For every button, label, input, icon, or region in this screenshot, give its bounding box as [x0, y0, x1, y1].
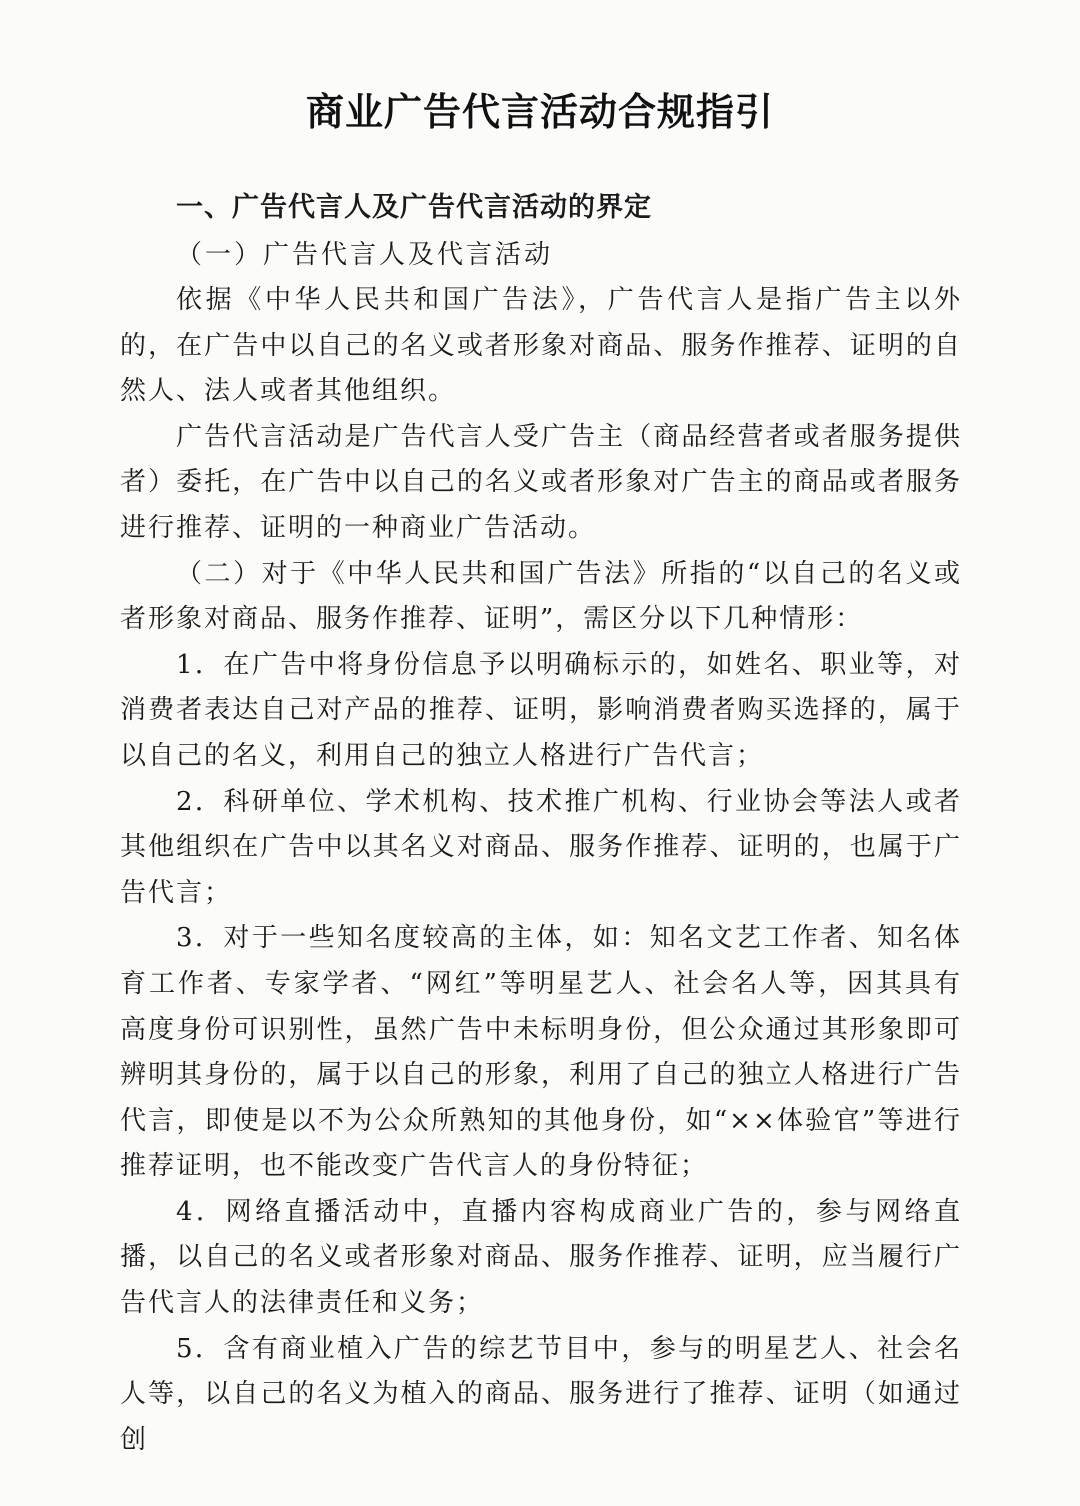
list-item-1: 1．在广告中将身份信息予以明确标示的，如姓名、职业等，对消费者表达自己对产品的推荐、证明，影响消费者购买选择的，属于以自己的名义，利用自己的独立人格进行广告代言；: [120, 649, 962, 771]
paragraph-activity: 广告代言活动是广告代言人受广告主（商品经营者或者服务提供者）委托，在广告中以自己的名义或者形象对广告主的商品或者服务进行推荐、证明的一种商业广告活动。: [120, 421, 962, 543]
paragraph-definition: 依据《中华人民共和国广告法》，广告代言人是指广告主以外的，在广告中以自己的名义或者形象对商品、服务作推荐、证明的自然人、法人或者其他组织。: [120, 285, 962, 407]
list-item-3: 3．对于一些知名度较高的主体，如：知名文艺工作者、知名体育工作者、专家学者、“网红”等明星艺人、社会名人等，因其具有高度身份可识别性，虽然广告中未标明身份，但公众通过其形象即可辨明其身份的，属于以自己的形象，利用了自己的独立人格进行广告代言，即使是以不为公众所熟知的其他身份，如“××体验官”等进行推荐证明，也不能改变广告代言人的身份特征；: [120, 923, 962, 1182]
section-heading: 一、广告代言人及广告代言活动的界定: [176, 192, 652, 223]
document-body: [120, 184, 962, 1463]
list-item-4: 4．网络直播活动中，直播内容构成商业广告的，参与网络直播，以自己的名义或者形象对商品、服务作推荐、证明，应当履行广告代言人的法律责任和义务；: [120, 1196, 962, 1319]
list-item-2: 2．科研单位、学术机构、技术推广机构、行业协会等法人或者其他组织在广告中以其名义对商品、服务作推荐、证明的，也属于广告代言；: [120, 786, 962, 908]
list-item-5: 5．含有商业植入广告的综艺节目中，参与的明星艺人、社会名人等，以自己的名义为植入的商品、服务进行了推荐、证明（如通过创: [120, 1333, 962, 1455]
subsection-heading-1: （一）广告代言人及代言活动: [176, 240, 554, 270]
document-title: 商业广告代言活动合规指引: [305, 90, 774, 134]
subsection-heading-2: （二）对于《中华人民共和国广告法》所指的“以自己的名义或者形象对商品、服务作推荐、证明”，需区分以下几种情形：: [120, 558, 962, 635]
